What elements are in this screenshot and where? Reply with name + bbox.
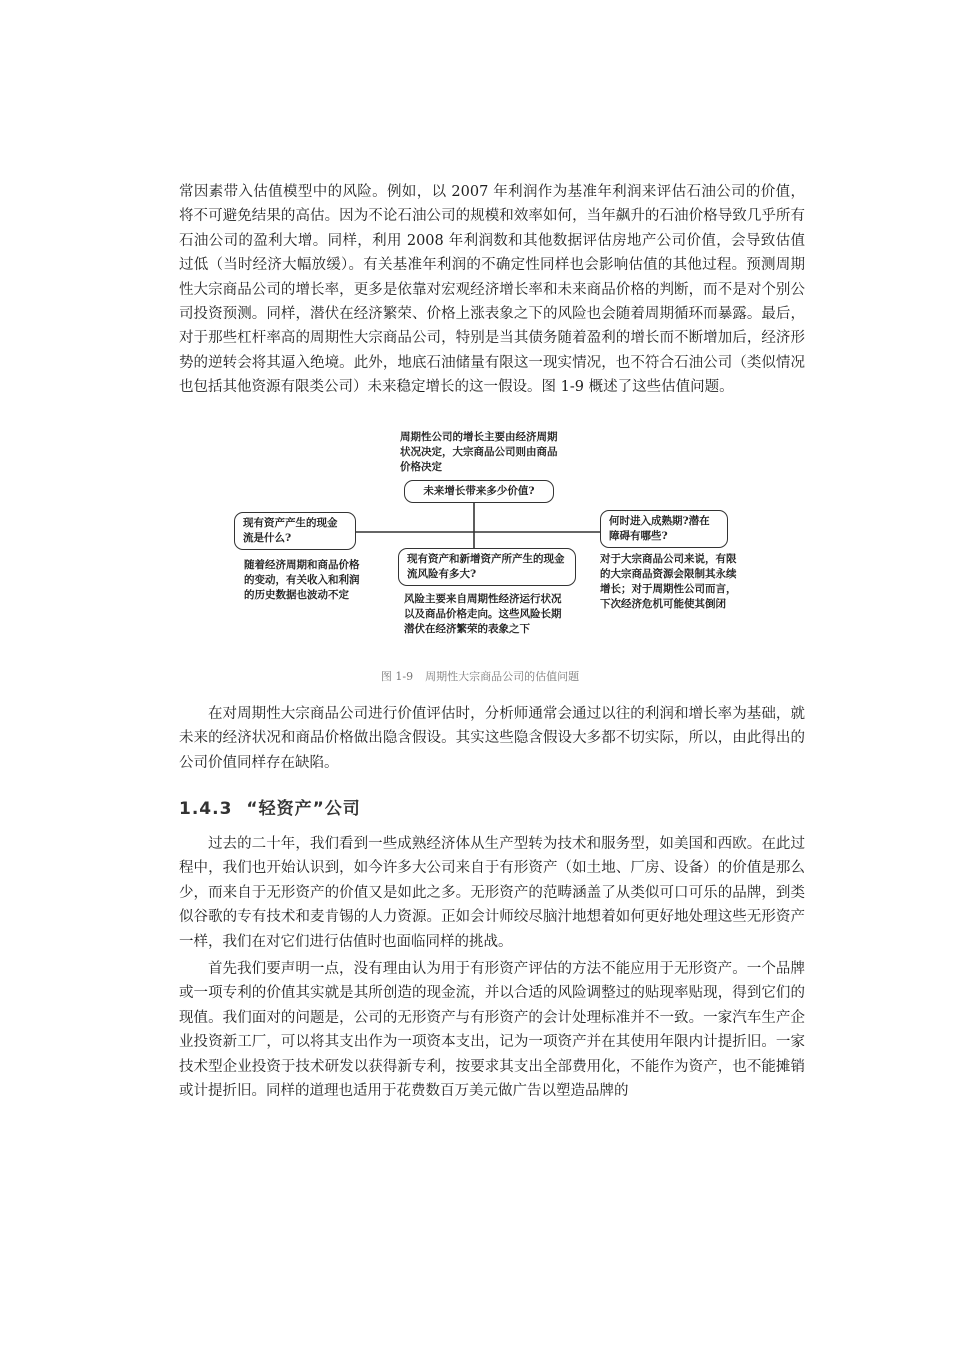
- section-heading: [179, 794, 361, 819]
- figure-title: 周期性大宗商品公司的估值问题: [425, 670, 580, 683]
- section-title: “轻资产”公司: [246, 799, 361, 819]
- future-growth-box: 未来增长带来多少价值?: [404, 480, 554, 503]
- cash-flow-note: 随着经济周期和商品价格的变动，有关收入和利润的历史数据也波动不定: [244, 559, 360, 601]
- maturity-box: 何时进入成熟期?潜在障碍有哪些?: [600, 510, 728, 548]
- body-paragraph-4: 首先我们要声明一点，没有理由认为用于有形资产评估的方法不能应用于无形资产。一个品牌或一项专利的价值其实就是其所创造的现金流，并以合适的风险调整过的贴现率贴现，得到它们的现值。我们面对的问题是，公司的无形资产与有形资产的会计处理标准并不一致。一家汽车生产企业投资新工厂，可以将其支出作为一项资本支出，记为一项资产并在其使用年限内计提折旧。一家技术型企业投资于技术研发以获得新专利，按要求其支出全部费用化，不能作为资产，也不能摊销或计提折旧。同样的道理也适用于花费数百万美元做广告以塑造品牌的: [179, 961, 805, 1100]
- maturity-note: 对于大宗商品公司来说，有限的大宗商品资源会限制其永续增长；对于周期性公司而言，下次经济危机可能使其倒闭: [600, 553, 737, 610]
- figure-caption: [0, 668, 960, 684]
- body-paragraph-1: 常因素带入估值模型中的风险。例如，以 2007 年利润作为基准年利润来评估石油公司的价值，将不可避免结果的高估。因为不论石油公司的规模和效率如何，当年飙升的石油价格导致几乎所有石油公司的盈利大增。同样，利用 2008 年利润数和其他数据评估房地产公司价值，会导致估值过低（当时经济大幅放缓）。有关基准年利润的不确定性同样也会影响估值的其他过程。预测周期性大宗商品公司的增长率，更多是依靠对宏观经济增长率和未来商品价格的判断，而不是对个别公司投资预测。同样，潜伏在经济繁荣、价格上涨表象之下的风险也会随着周期循环而暴露。最后，对于那些杠杆率高的周期性大宗商品公司，特别是当其债务随着盈利的增长而不断增加后，经济形势的逆转会将其逼入绝境。此外，地底石油储量有限这一现实情况，也不符合石油公司（类似情况也包括其他资源有限类公司）未来稳定增长的这一假设。图 1-9 概述了这些估值问题。: [179, 184, 805, 396]
- figure-number: 图 1-9: [380, 670, 414, 683]
- section-number: 1.4.3: [179, 799, 233, 819]
- body-paragraph-2: 在对周期性大宗商品公司进行价值评估时，分析师通常会通过以往的利润和增长率为基础，就未来的经济状况和商品价格做出隐含假设。其实这些隐含假设大多都不切实际，所以，由此得出的公司价值同样存在缺陷。: [179, 706, 805, 771]
- risk-box: 现有资产和新增资产所产生的现金流风险有多大?: [398, 548, 576, 586]
- valuation-issues-diagram: [230, 428, 750, 658]
- cash-flow-box: 现有资产产生的现金流是什么?: [234, 512, 356, 550]
- growth-note: 周期性公司的增长主要由经济周期状况决定，大宗商品公司则由商品价格决定: [400, 431, 558, 473]
- risk-note: 风险主要来自周期性经济运行状况以及商品价格走向。这些风险长期潜伏在经济繁荣的表象之下: [404, 593, 562, 635]
- body-paragraph-3: 过去的二十年，我们看到一些成熟经济体从生产型转为技术和服务型，如美国和西欧。在此过程中，我们也开始认识到，如今许多大公司来自于有形资产（如土地、厂房、设备）的价值是那么少，而来自于无形资产的价值又是如此之多。无形资产的范畴涵盖了从类似可口可乐的品牌，到类似谷歌的专有技术和麦肯锡的人力资源。正如会计师绞尽脑汁地想着如何更好地处理这些无形资产一样，我们在对它们进行估值时也面临同样的挑战。: [179, 836, 805, 950]
